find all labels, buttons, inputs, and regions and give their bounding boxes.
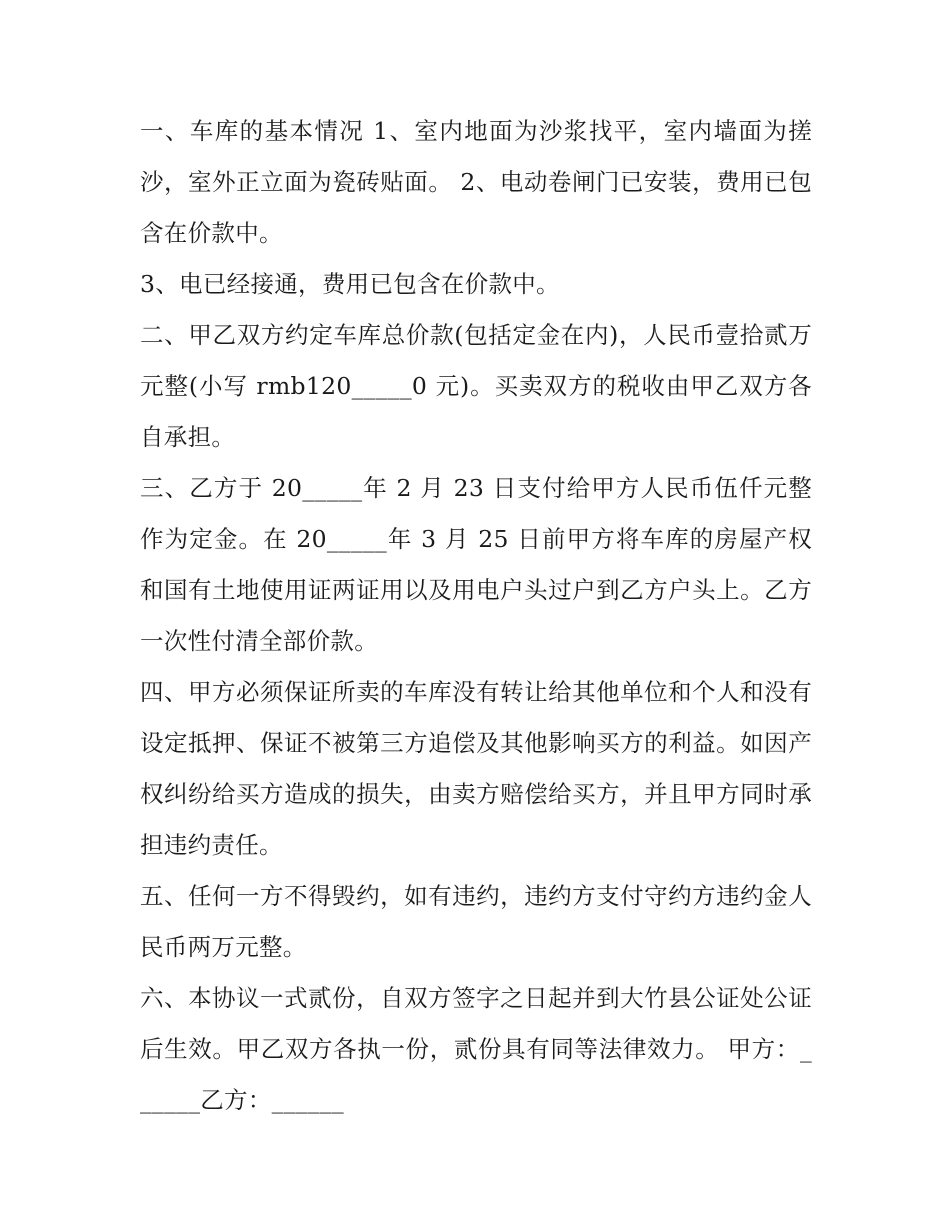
document-body (140, 106, 812, 1126)
paragraph-agreement-copies-signatures: 六、本协议一式贰份，自双方签字之日起并到大竹县公证处公证后生效。甲乙双方各执一份，贰份具有同等法律效力。 甲方：______乙方：______ (140, 984, 812, 1114)
paragraph-breach-penalty: 五、任何一方不得毁约，如有违约，违约方支付守约方违约金人民币两万元整。 (140, 882, 812, 961)
paragraph-total-price: 二、甲乙双方约定车库总价款(包括定金在内)，人民币壹拾贰万元整(小写 rmb120_____0 元)。买卖双方的税收由甲乙双方各自承担。 (140, 321, 812, 451)
paragraph-electricity: 3、电已经接通，费用已包含在价款中。 (140, 270, 560, 298)
paragraph-garage-basics: 一、车库的基本情况 1、室内地面为沙浆找平，室内墙面为搓沙，室外正立面为瓷砖贴面。 2、电动卷闸门已安装，费用已包含在价款中。 (140, 117, 812, 247)
paragraph-payment-schedule: 三、乙方于 20_____年 2 月 23 日支付给甲方人民币伍仟元整作为定金。在 20_____年 3 月 25 日前甲方将车库的房屋产权和国有土地使用证两证用以及用电户头过户到乙方户头上。乙方一次性付清全部价款。 (140, 474, 812, 655)
paragraph-seller-guarantee: 四、甲方必须保证所卖的车库没有转让给其他单位和个人和没有设定抵押、保证不被第三方追偿及其他影响买方的利益。如因产权纠纷给买方造成的损失，由卖方赔偿给买方，并且甲方同时承担违约责任。 (140, 678, 812, 859)
